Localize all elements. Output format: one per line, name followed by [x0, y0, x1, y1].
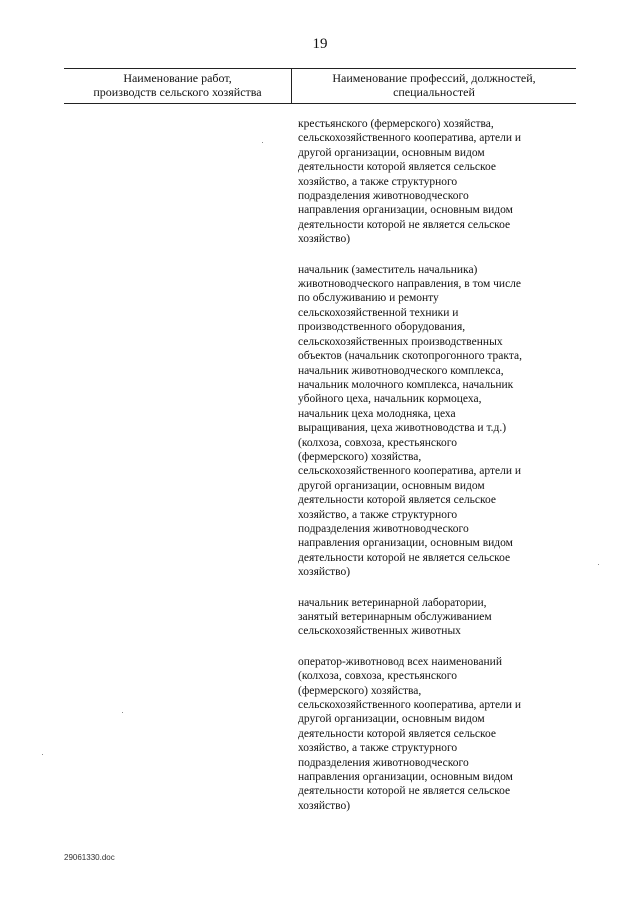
column-header-works-label: Наименование работ, производств сельского хозяйства	[93, 71, 262, 99]
profession-entry-4: оператор-животновод всех наименований (колхоза, совхоза, крестьянского (фермерского) хозяйства, сельскохозяйственного кооператива, артели и другой организации, основным видом деятельности которой является сельское хозяйство, а также структурного подразделения животноводческого направления организации, основным видом деятельности которой не является сельское хозяйство)	[298, 655, 522, 812]
profession-entry-2: начальник (заместитель начальника) животноводческого направления, в том числе по обслуживанию и ремонту сельскохозяйственной техники и производственного оборудования, сельскохозяйственных производственных объектов (начальник скотопрогонного тракта, начальник животноводческого комплекса, начальник молочного комплекса, начальник убойного цеха, начальник кормоцеха, начальник цеха молодняка, цеха выращивания, цеха животноводства и т.д.) (колхоза, совхоза, крестьянского (фермерского) хозяйства, сельскохозяйственного кооператива, артели и другой организации, основным видом деятельности которой является сельское хозяйство, а также структурного подразделения животноводческого направления организации, основным видом деятельности которой не является сельское хозяйство)	[298, 263, 522, 579]
profession-entry-1: крестьянского (фермерского) хозяйства, сельскохозяйственного кооператива, артели и другой организации, основным видом деятельности которой является сельское хозяйство, а также структурного подразделения животноводческого направления организации, основным видом деятельности которой не является сельское хозяйство)	[298, 118, 522, 246]
table-header	[64, 68, 576, 104]
scan-speck	[598, 564, 599, 565]
profession-entry-3: начальник ветеринарной лаборатории, занятый ветеринарным обслуживанием сельскохозяйственных животных	[298, 596, 492, 638]
scan-speck	[262, 142, 263, 143]
professions-list	[298, 117, 568, 829]
scan-speck	[122, 712, 123, 713]
column-header-works	[64, 69, 292, 103]
footer-filename: 29061330.doc	[64, 853, 115, 862]
scan-speck	[42, 754, 43, 755]
column-header-professions-label: Наименование профессий, должностей, специальностей	[332, 71, 536, 99]
page-number: 19	[312, 36, 328, 52]
column-header-professions	[292, 69, 576, 103]
